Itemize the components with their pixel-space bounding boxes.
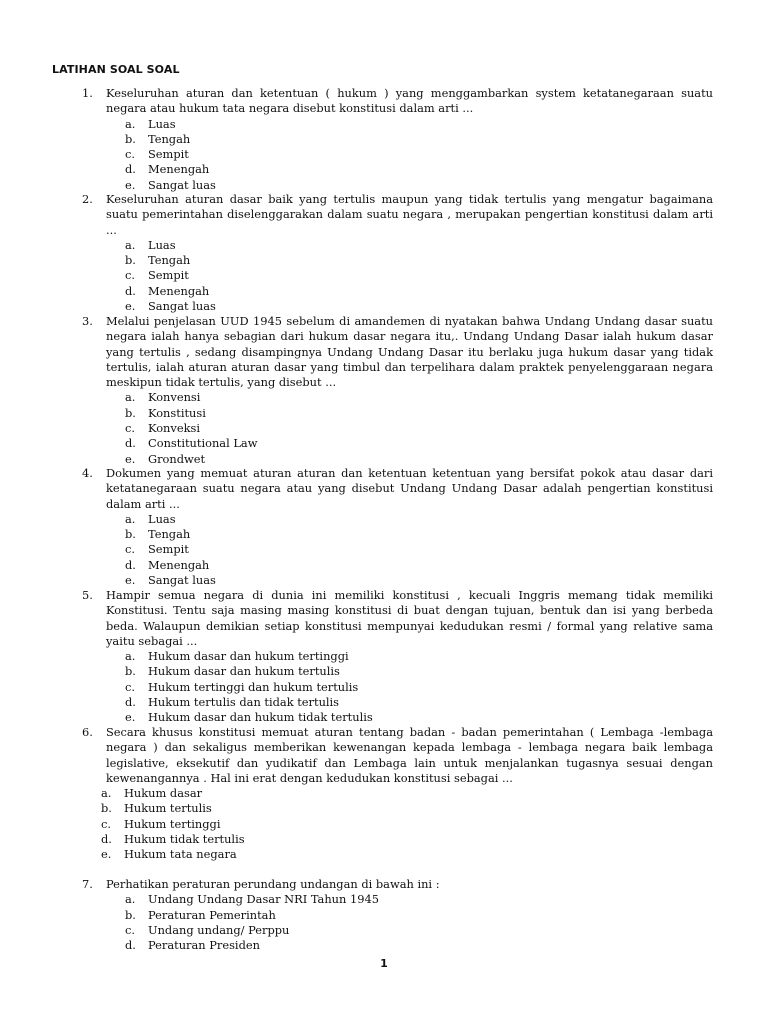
option-letter: c. [125, 922, 136, 937]
option-letter: d. [125, 557, 136, 572]
option-item [0, 847, 768, 862]
option-item [0, 162, 768, 177]
option-item [0, 649, 768, 664]
option-item [0, 178, 768, 193]
option-letter: e. [125, 451, 136, 466]
option-item [0, 238, 768, 253]
question-5 [0, 588, 768, 726]
question-number: 2. [82, 192, 93, 206]
option-text: Sempit [148, 542, 189, 557]
option-letter: d. [125, 283, 136, 298]
option-letter: e. [125, 710, 136, 725]
option-text: Peraturan Pemerintah [148, 907, 276, 922]
option-text: Undang undang/ Perppu [148, 922, 290, 937]
option-letter: a. [125, 237, 136, 252]
question-3 [0, 314, 768, 467]
option-text: Hukum tertulis [124, 801, 212, 816]
question-1 [0, 86, 768, 193]
option-item [0, 664, 768, 679]
option-letter: c. [125, 268, 136, 283]
option-letter: b. [101, 801, 112, 816]
option-text: Tengah [148, 131, 191, 146]
option-letter: d. [125, 162, 136, 177]
option-item [0, 147, 768, 162]
option-letter: d. [101, 832, 112, 847]
option-item [0, 512, 768, 527]
question-text: Hampir semua negara di dunia ini memiliki konstitusi , kecuali Inggris memang tidak memiliki Konstitusi. Tentu saja masing masing konstitusi di buat dengan tujuan, bentuk dan isi yang berbeda beda. Walaupun demikian setiap konstitusi mempunyai kedudukan resmi / formal yang relative sama yaitu sebagai ... [106, 588, 713, 648]
option-letter: c. [101, 816, 112, 831]
option-text: Konstitusi [148, 405, 206, 420]
option-item [0, 817, 768, 832]
option-item [0, 786, 768, 801]
question-text: Keseluruhan aturan dan ketentuan ( hukum ) yang menggambarkan system ketatanegaraan suatu negara atau hukum tata negara disebut konstitusi dalam arti ... [106, 86, 713, 116]
option-letter: a. [125, 892, 136, 907]
option-letter: d. [125, 695, 136, 710]
question-6 [0, 725, 768, 863]
option-text: Constitutional Law [148, 436, 258, 451]
option-item [0, 558, 768, 573]
option-text: Luas [148, 237, 176, 252]
option-letter: a. [125, 390, 136, 405]
option-letter: b. [125, 253, 136, 268]
option-text: Hukum tidak tertulis [124, 832, 245, 847]
option-item [0, 268, 768, 283]
option-letter: b. [125, 664, 136, 679]
question-text: Dokumen yang memuat aturan aturan dan ketentuan ketentuan yang bersifat pokok atau dasar dari ketatanegaraan suatu negara atau yang disebut Undang Undang Dasar adalah pengertian konstitusi dalam arti ... [106, 466, 713, 511]
option-letter: a. [125, 511, 136, 526]
option-text: Hukum tertulis dan tidak tertulis [148, 695, 340, 710]
question-7 [0, 877, 768, 953]
question-number: 3. [82, 314, 93, 328]
option-item [0, 710, 768, 725]
option-text: Luas [148, 116, 176, 131]
option-item [0, 542, 768, 557]
option-letter: c. [125, 542, 136, 557]
option-list [0, 238, 768, 314]
option-list [0, 117, 768, 193]
option-letter: b. [125, 405, 136, 420]
option-list [0, 892, 768, 953]
question-number: 5. [82, 588, 93, 602]
option-text: Hukum dasar [124, 786, 203, 801]
question-number: 4. [82, 466, 93, 480]
option-letter: b. [125, 131, 136, 146]
option-item [0, 253, 768, 268]
option-text: Sempit [148, 268, 189, 283]
option-letter: c. [125, 679, 136, 694]
option-item [0, 132, 768, 147]
option-text: Undang Undang Dasar NRI Tahun 1945 [148, 892, 379, 907]
option-text: Peraturan Presiden [148, 938, 260, 953]
option-text: Hukum dasar dan hukum tertinggi [148, 649, 349, 664]
option-text: Menengah [148, 162, 210, 177]
option-text: Tengah [148, 253, 191, 268]
option-item [0, 527, 768, 542]
page-title: LATIHAN SOAL SOAL [52, 63, 180, 76]
option-letter: e. [101, 847, 112, 862]
option-letter: c. [125, 421, 136, 436]
page-number: 1 [380, 957, 388, 970]
question-number: 7. [82, 877, 93, 891]
option-list [0, 390, 768, 466]
option-item [0, 801, 768, 816]
option-item [0, 695, 768, 710]
option-text: Menengah [148, 557, 210, 572]
option-letter: b. [125, 527, 136, 542]
option-item [0, 117, 768, 132]
option-text: Sangat luas [148, 573, 216, 588]
option-list [0, 786, 768, 862]
option-item [0, 284, 768, 299]
option-item [0, 421, 768, 436]
question-text: Perhatikan peraturan perundang undangan di bawah ini : [106, 877, 440, 891]
option-item [0, 923, 768, 938]
question-2 [0, 192, 768, 314]
option-text: Hukum tata negara [124, 847, 237, 862]
option-letter: e. [125, 177, 136, 192]
option-item [0, 892, 768, 907]
option-list [0, 649, 768, 725]
option-item [0, 452, 768, 467]
option-text: Grondwet [148, 451, 206, 466]
option-item [0, 908, 768, 923]
option-text: Konvensi [148, 390, 201, 405]
option-list [0, 512, 768, 588]
option-text: Hukum dasar dan hukum tertulis [148, 664, 340, 679]
option-text: Hukum tertinggi [124, 816, 221, 831]
option-text: Hukum dasar dan hukum tidak tertulis [148, 710, 373, 725]
option-text: Hukum tertinggi dan hukum tertulis [148, 679, 359, 694]
question-text: Melalui penjelasan UUD 1945 sebelum di amandemen di nyatakan bahwa Undang Undang dasar suatu negara ialah hanya sebagian dari hukum dasar negara itu,. Undang Undang Dasar ialah hukum dasar yang tertulis , sedang disampingnya Undang Undang Dasar itu berlaku juga hukum dasar yang tidak tertulis, ialah aturan aturan dasar yang timbul dan terpelihara dalam praktek penyelenggaraan negara meskipun tidak tertulis, yang disebut ... [106, 314, 713, 390]
option-text: Sangat luas [148, 177, 216, 192]
option-item [0, 573, 768, 588]
option-text: Luas [148, 511, 176, 526]
option-item [0, 832, 768, 847]
option-text: Konveksi [148, 421, 200, 436]
option-letter: a. [125, 649, 136, 664]
option-item [0, 390, 768, 405]
question-number: 6. [82, 725, 93, 739]
question-text: Keseluruhan aturan dasar baik yang tertulis maupun yang tidak tertulis yang mengatur bagaimana suatu pemerintahan diselenggarakan dalam suatu negara , merupakan pengertian konstitusi dalam arti ... [106, 192, 713, 237]
option-letter: e. [125, 573, 136, 588]
option-item [0, 680, 768, 695]
option-letter: b. [125, 907, 136, 922]
option-text: Menengah [148, 283, 210, 298]
option-text: Sempit [148, 147, 189, 162]
option-letter: e. [125, 299, 136, 314]
option-text: Sangat luas [148, 299, 216, 314]
option-item [0, 299, 768, 314]
option-letter: d. [125, 436, 136, 451]
question-4 [0, 466, 768, 588]
option-text: Tengah [148, 527, 191, 542]
option-letter: a. [101, 786, 112, 801]
option-item [0, 938, 768, 953]
option-letter: c. [125, 147, 136, 162]
option-letter: a. [125, 116, 136, 131]
question-text: Secara khusus konstitusi memuat aturan tentang badan - badan pemerintahan ( Lembaga -lembaga negara ) dan sekaligus memberikan kewenangan kepada lembaga - lembaga negara baik lembaga legislative, eksekutif dan yudikatif dan Lembaga lain untuk menjalankan tugasnya sesuai dengan kewenangannya . Hal ini erat dengan kedudukan konstitusi sebagai ... [106, 725, 713, 785]
option-letter: d. [125, 938, 136, 953]
question-number: 1. [82, 86, 93, 100]
option-item [0, 436, 768, 451]
option-item [0, 406, 768, 421]
